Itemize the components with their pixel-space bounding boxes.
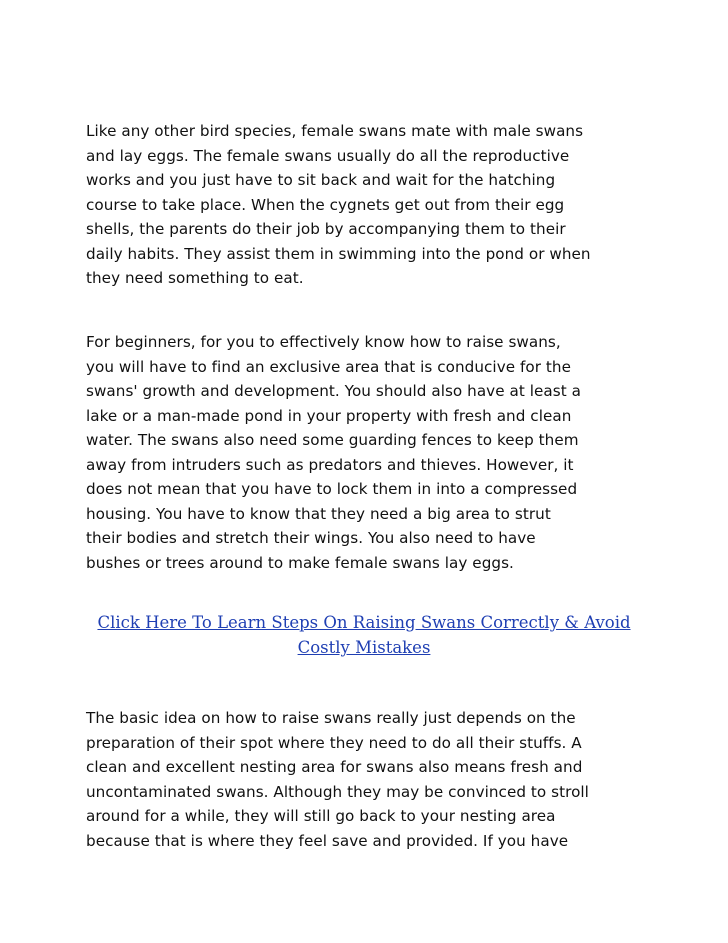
paragraph-line: course to take place. When the cygnets get out from their egg [86,195,565,214]
paragraph-line: housing. You have to know that they need a big area to strut [86,504,551,523]
promo-link-block [86,610,642,660]
paragraph-line: The basic idea on how to raise swans really just depends on the [86,709,576,727]
promo-link-line[interactable]: Click Here To Learn Steps On Raising Swans Correctly & Avoid [97,613,631,632]
paragraph-beginners [86,330,646,575]
paragraph-swan-mating [86,119,646,291]
paragraph-line: away from intruders such as predators and thieves. However, it [86,455,574,474]
paragraph-line: clean and excellent nesting area for swans also means fresh and [86,758,583,776]
paragraph-line: works and you just have to sit back and wait for the hatching [86,171,556,189]
paragraph-line: their bodies and stretch their wings. You also need to have [86,529,536,547]
paragraph-line: water. The swans also need some guarding fences to keep them [86,431,579,449]
paragraph-line: daily habits. They assist them in swimming into the pond or when [86,244,591,263]
paragraph-line: Like any other bird species, female swans mate with male swans [86,122,584,140]
paragraph-line: does not mean that you have to lock them in into a compressed [86,480,578,498]
paragraph-line: because that is where they feel save and provided. If you have [86,831,569,850]
promo-link[interactable] [86,610,642,660]
paragraph-line: you will have to find an exclusive area that is conducive for the [86,357,571,376]
paragraph-line: around for a while, they will still go back to your nesting area [86,807,556,825]
paragraph-line: uncontaminated swans. Although they may be convinced to stroll [86,782,589,801]
promo-link-line[interactable]: Costly Mistakes [297,638,431,657]
paragraph-line: swans' growth and development. You should also have at least a [86,382,581,400]
paragraph-line: lake or a man-made pond in your property with fresh and clean [86,406,572,425]
paragraph-line: preparation of their spot where they need to do all their stuffs. A [86,733,582,752]
paragraph-line: bushes or trees around to make female swans lay eggs. [86,553,514,572]
paragraph-line: they need something to eat. [86,269,304,287]
paragraph-basic-idea [86,706,646,853]
paragraph-line: and lay eggs. The female swans usually do all the reproductive [86,146,570,165]
paragraph-line: For beginners, for you to effectively know how to raise swans, [86,333,561,351]
paragraph-line: shells, the parents do their job by accompanying them to their [86,220,566,238]
